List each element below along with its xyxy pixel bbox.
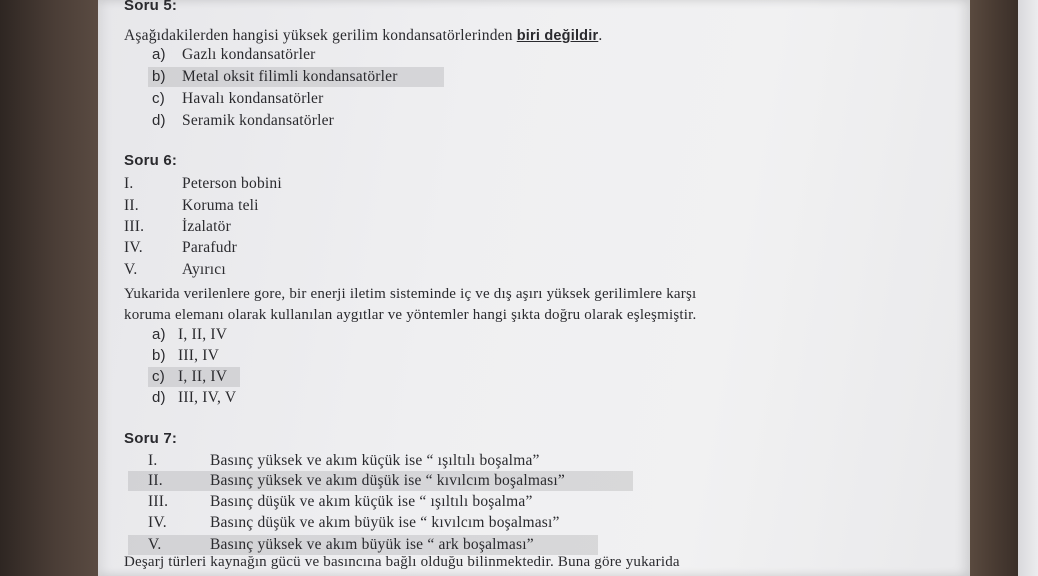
option-text: Gazlı kondansatörler: [182, 46, 316, 63]
item-text: Parafudr: [182, 239, 237, 256]
q6-option-c: [152, 367, 227, 387]
q6-item-v: [124, 260, 226, 280]
exam-paper: [98, 0, 970, 576]
option-label: b): [152, 347, 166, 364]
option-label: d): [152, 389, 166, 406]
q5-option-a: [152, 45, 316, 65]
option-text: Seramik kondansatörler: [182, 112, 335, 129]
adjacent-page-edge: [1018, 0, 1038, 576]
item-number: III.: [148, 493, 169, 510]
option-text: III, IV: [178, 347, 219, 364]
item-text: Peterson bobini: [182, 175, 282, 192]
q6-option-b: [152, 346, 219, 366]
desk-background-right: [968, 0, 1018, 576]
q6-item-iv: [124, 238, 237, 258]
option-text: Havalı kondansatörler: [182, 90, 324, 107]
item-number: V.: [124, 261, 138, 278]
option-text: Metal oksit filimli kondansatörler: [182, 68, 398, 85]
option-text: III, IV, V: [178, 389, 237, 406]
item-text: Basınç yüksek ve akım düşük ise “ kıvılcım boşalması”: [210, 472, 565, 489]
item-number: III.: [124, 218, 145, 235]
option-label: a): [152, 46, 166, 63]
question-7-stem-line-1: Deşarj türleri kaynağın gücü ve basıncına bağlı olduğu bilinmektedir. Buna göre yukarida: [124, 554, 680, 570]
q7-item-ii: [148, 471, 565, 491]
option-text: I, II, IV: [178, 326, 228, 343]
q6-item-i: [124, 174, 282, 194]
question-5-stem-end: .: [598, 27, 603, 44]
option-text: I, II, IV: [178, 368, 228, 385]
item-text: İzalatör: [182, 218, 231, 235]
option-label: d): [152, 112, 166, 129]
q7-item-iv: [148, 513, 560, 533]
option-label: c): [152, 368, 165, 385]
q5-option-c: [152, 89, 324, 109]
q5-option-d: [152, 111, 334, 131]
question-6-title: Soru 6:: [124, 152, 178, 169]
item-number: V.: [148, 536, 162, 553]
item-number: IV.: [124, 239, 143, 256]
item-number: II.: [124, 197, 139, 214]
question-6-stem-line-2: koruma elemanı olarak kullanılan aygıtlar ve yöntemler hangi şıkta doğru olarak eşleşmiştir.: [124, 307, 697, 323]
option-label: c): [152, 90, 165, 107]
q6-option-a: [152, 325, 227, 345]
q7-item-i: [148, 451, 540, 471]
item-text: Koruma teli: [182, 197, 259, 214]
question-5-title: Soru 5:: [124, 0, 178, 14]
item-number: I.: [148, 452, 158, 469]
item-text: Basınç düşük ve akım küçük ise “ ışıltılı boşalma”: [210, 493, 533, 510]
item-text: Ayırıcı: [182, 261, 226, 278]
item-number: I.: [124, 175, 134, 192]
q6-item-iii: [124, 217, 231, 237]
question-5-stem: [124, 26, 602, 46]
question-6-stem-line-1: Yukarida verilenlere gore, bir enerji iletim sisteminde iç ve dış aşırı yüksek gerilimlere karşı: [124, 286, 697, 302]
item-text: Basınç yüksek ve akım büyük ise “ ark boşalması”: [210, 536, 534, 553]
item-number: IV.: [148, 514, 167, 531]
option-label: a): [152, 326, 166, 343]
item-text: Basınç düşük ve akım büyük ise “ kıvılcım boşalması”: [210, 514, 560, 531]
question-7-title: Soru 7:: [124, 430, 178, 447]
question-5-stem-bold: biri değildir: [516, 28, 599, 44]
q7-item-iii: [148, 492, 533, 512]
desk-background-left: [0, 0, 98, 576]
item-text: Basınç yüksek ve akım küçük ise “ ışıltılı boşalma”: [210, 452, 540, 469]
option-label: b): [152, 68, 166, 85]
q6-option-d: [152, 388, 236, 408]
question-5-stem-text: Aşağıdakilerden hangisi yüksek gerilim kondansatörlerinden: [124, 27, 517, 44]
q6-item-ii: [124, 196, 259, 216]
item-number: II.: [148, 472, 163, 489]
q5-option-b: [152, 67, 398, 87]
